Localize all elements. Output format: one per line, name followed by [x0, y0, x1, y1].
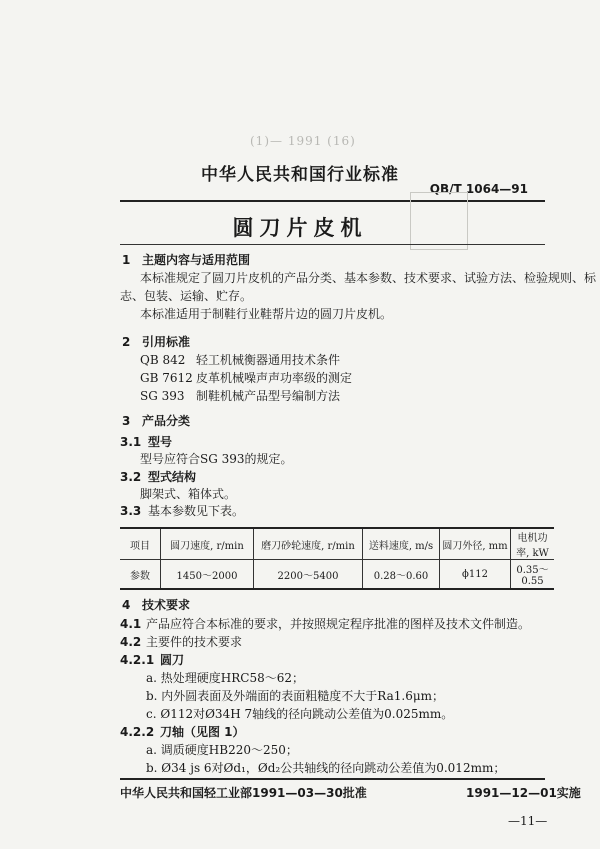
section-3-heading: [122, 412, 190, 429]
reference-code: QB 842: [140, 353, 186, 367]
section-number: 3: [122, 414, 131, 428]
approval-line: 中华人民共和国轻工业部1991—03—30批准: [120, 786, 367, 800]
column-header: 项目: [120, 528, 161, 560]
subsection-title: 型号: [148, 435, 173, 449]
subsection-number: 3.3: [120, 504, 142, 518]
subsection-number: 4.2.2: [120, 725, 155, 739]
table-cell: 参数: [120, 560, 161, 590]
reference-title: 制鞋机械产品型号编制方法: [196, 389, 341, 403]
issuer-title: 中华人民共和国行业标准: [201, 165, 399, 185]
list-item: b. 内外圆表面及外端面的表面粗糙度不大于Ra1.6μm；: [146, 689, 445, 703]
subsection-number: 4.2: [120, 635, 142, 649]
section-1-heading: [122, 251, 250, 268]
section-4-heading: [122, 596, 190, 613]
section-2-heading: [122, 333, 190, 350]
paragraph: 产品应符合本标准的要求，并按照规定程序批准的图样及技术文件制造。: [146, 617, 531, 631]
subsection-3-1-heading: [120, 433, 172, 450]
reference-item: [140, 369, 352, 387]
section-title: 引用标准: [142, 335, 191, 349]
subsection-title: 型式结构: [148, 470, 197, 484]
table-cell: 0.28～0.60: [363, 560, 440, 590]
table-header-row: [120, 528, 554, 560]
section-title: 技术要求: [142, 598, 191, 612]
reference-title: 皮革机械噪声声功率级的测定: [196, 371, 353, 385]
reference-title: 轻工机械衡器通用技术条件: [196, 353, 341, 367]
subsection-number: 4.1: [120, 617, 142, 631]
list-item: c. Ø112对Ø34H 7轴线的径向跳动公差值为0.025mm。: [146, 707, 454, 721]
subsection-4-1: [120, 615, 530, 633]
subsection-number: 4.2.1: [120, 653, 155, 667]
column-header: 圆刀外径, mm: [440, 528, 511, 560]
header-rule: [120, 200, 545, 202]
standard-code: QB/T 1064—91: [429, 182, 528, 196]
reference-item: [140, 351, 340, 369]
column-header: 送料速度, m/s: [363, 528, 440, 560]
subsection-4-2-2-heading: [120, 723, 245, 740]
basic-parameters-table: [120, 527, 554, 590]
paragraph: 脚架式、箱体式。: [140, 487, 237, 501]
footer-rule: [120, 778, 545, 780]
section-title: 产品分类: [142, 414, 191, 428]
paragraph: 型号应符合SG 393的规定。: [140, 452, 293, 466]
page-number: —11—: [508, 814, 548, 828]
table-cell: 1450～2000: [161, 560, 254, 590]
paragraph: 主要件的技术要求: [146, 635, 243, 649]
section-number: 1: [122, 253, 131, 267]
paragraph: 本标准规定了圆刀片皮机的产品分类、基本参数、技术要求、试验方法、检验规则、标: [140, 271, 597, 285]
section-title: 主题内容与适用范围: [142, 253, 251, 267]
reference-code: GB 7612: [140, 371, 193, 385]
subsection-4-2-1-heading: [120, 651, 184, 668]
list-item: a. 调质硬度HB220～250；: [146, 743, 298, 757]
reference-code: SG 393: [140, 389, 185, 403]
table-cell: 0.35～0.55: [511, 560, 555, 590]
paragraph: 志、包装、运输、贮存。: [120, 289, 253, 303]
bleed-through-text: (1)— 1991 (16): [250, 134, 356, 148]
section-number: 2: [122, 335, 131, 349]
paragraph: 基本参数见下表。: [148, 504, 245, 518]
subsection-4-2: [120, 633, 242, 651]
paragraph: 本标准适用于制鞋行业鞋帮片边的圆刀片皮机。: [140, 307, 393, 321]
column-header: 电机功率, kW: [511, 528, 555, 560]
subsection-number: 3.1: [120, 435, 142, 449]
table-row: [120, 560, 554, 590]
subsection-3-3: [120, 502, 244, 520]
list-item: a. 热处理硬度HRC58～62；: [146, 671, 305, 685]
subsection-title: 圆刀: [160, 653, 185, 667]
subsection-number: 3.2: [120, 470, 142, 484]
reference-item: [140, 387, 340, 405]
implementation-date: 1991—12—01实施: [466, 786, 581, 800]
section-number: 4: [122, 598, 131, 612]
subsection-3-2-heading: [120, 468, 196, 485]
list-item: b. Ø34 js 6对Ød₁，Ød₂公共轴线的径向跳动公差值为0.012mm；: [146, 761, 506, 775]
document-title: 圆刀片皮机: [232, 216, 368, 240]
column-header: 磨刀砂轮速度, r/min: [254, 528, 363, 560]
subsection-title: 刀轴（见图 1）: [160, 725, 245, 739]
column-header: 圆刀速度, r/min: [161, 528, 254, 560]
table-cell: ϕ112: [440, 560, 511, 590]
table-cell: 2200～5400: [254, 560, 363, 590]
title-rule: [120, 244, 545, 245]
